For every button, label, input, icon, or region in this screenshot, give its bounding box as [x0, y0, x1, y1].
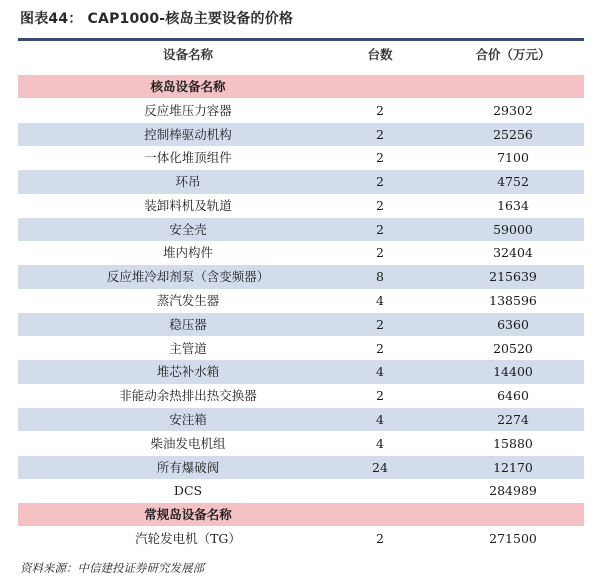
equipment-name-cell: 堆内构件 — [162, 245, 213, 261]
header-price: 合价（万元） — [475, 47, 551, 62]
price-cell: 59000 — [493, 221, 533, 237]
table-row — [18, 265, 584, 288]
table-row — [18, 99, 584, 122]
equipment-name-cell: 安全壳 — [169, 221, 207, 237]
equipment-name-cell: 堆芯补水箱 — [156, 364, 220, 380]
price-cell: 7100 — [497, 150, 529, 166]
table-header — [18, 45, 584, 71]
table-row — [18, 456, 584, 479]
table-row — [18, 194, 584, 217]
source-note: 资料来源：中信建投证券研究发展部 — [20, 561, 204, 575]
count-cell: 24 — [372, 459, 388, 475]
price-cell: 29302 — [493, 102, 533, 118]
price-cell: 284989 — [489, 483, 537, 499]
price-cell: 6460 — [497, 388, 529, 404]
table-row — [18, 123, 584, 146]
equipment-name-cell: 柴油发电机组 — [150, 435, 226, 451]
equipment-name-cell: 装卸料机及轨道 — [144, 197, 232, 213]
equipment-name-cell: 安注箱 — [169, 411, 207, 427]
count-cell: 2 — [376, 530, 384, 546]
table-body — [18, 75, 584, 551]
header-count: 台数 — [367, 47, 393, 62]
equipment-name-cell: DCS — [173, 483, 203, 499]
price-cell: 25256 — [493, 126, 533, 142]
price-cell: 32404 — [493, 245, 533, 261]
price-cell: 12170 — [493, 459, 533, 475]
count-cell: 4 — [376, 364, 384, 380]
table-row — [18, 289, 584, 312]
count-cell: 4 — [376, 411, 384, 427]
equipment-name-cell: 控制棒驱动机构 — [144, 126, 232, 142]
price-cell: 14400 — [493, 364, 533, 380]
count-cell: 8 — [376, 269, 384, 285]
count-cell: 2 — [376, 102, 384, 118]
count-cell: 2 — [376, 197, 384, 213]
table-row — [18, 479, 584, 502]
price-cell: 15880 — [493, 435, 533, 451]
count-cell: 2 — [376, 221, 384, 237]
table-row — [18, 432, 584, 455]
header-name: 设备名称 — [162, 47, 213, 62]
equipment-name-cell: 反应堆压力容器 — [144, 102, 232, 118]
price-cell: 138596 — [489, 293, 537, 309]
section-label: 常规岛设备名称 — [144, 507, 232, 523]
count-cell: 2 — [376, 174, 384, 190]
count-cell: 2 — [376, 150, 384, 166]
count-cell: 2 — [376, 316, 384, 332]
equipment-name-cell: 一体化堆顶组件 — [144, 150, 232, 166]
section-label: 核岛设备名称 — [150, 79, 226, 94]
equipment-name-cell: 所有爆破阀 — [156, 459, 220, 475]
count-cell: 2 — [376, 245, 384, 261]
price-cell: 271500 — [489, 530, 537, 546]
equipment-name-cell: 主管道 — [169, 340, 207, 356]
section-row — [18, 503, 584, 526]
price-cell: 20520 — [493, 340, 533, 356]
count-cell: 4 — [376, 435, 384, 451]
price-cell: 1634 — [497, 197, 529, 213]
table-row — [18, 146, 584, 169]
count-cell: 2 — [376, 126, 384, 142]
top-rule — [18, 38, 584, 41]
table-row — [18, 360, 584, 383]
equipment-name-cell: 稳压器 — [169, 316, 207, 332]
price-cell: 6360 — [497, 316, 529, 332]
price-cell: 2274 — [497, 411, 529, 427]
figure-title: 图表44： CAP1000-核岛主要设备的价格 — [20, 11, 294, 27]
table-row — [18, 384, 584, 407]
table-row — [18, 241, 584, 264]
section-row — [18, 75, 584, 98]
price-cell: 215639 — [489, 269, 537, 285]
equipment-name-cell: 反应堆冷却剂泵（含变频器） — [106, 269, 270, 285]
table-row — [18, 527, 584, 550]
table-row — [18, 313, 584, 336]
equipment-name-cell: 汽轮发电机（TG） — [135, 530, 241, 546]
table-row — [18, 218, 584, 241]
equipment-name-cell: 非能动余热排出热交换器 — [119, 388, 257, 404]
count-cell: 2 — [376, 340, 384, 356]
equipment-name-cell: 蒸汽发生器 — [156, 293, 220, 309]
equipment-name-cell: 环吊 — [175, 174, 201, 190]
count-cell: 2 — [376, 388, 384, 404]
table-row — [18, 408, 584, 431]
table-row — [18, 170, 584, 193]
price-cell: 4752 — [497, 174, 529, 190]
count-cell: 4 — [376, 293, 384, 309]
table-row — [18, 337, 584, 360]
